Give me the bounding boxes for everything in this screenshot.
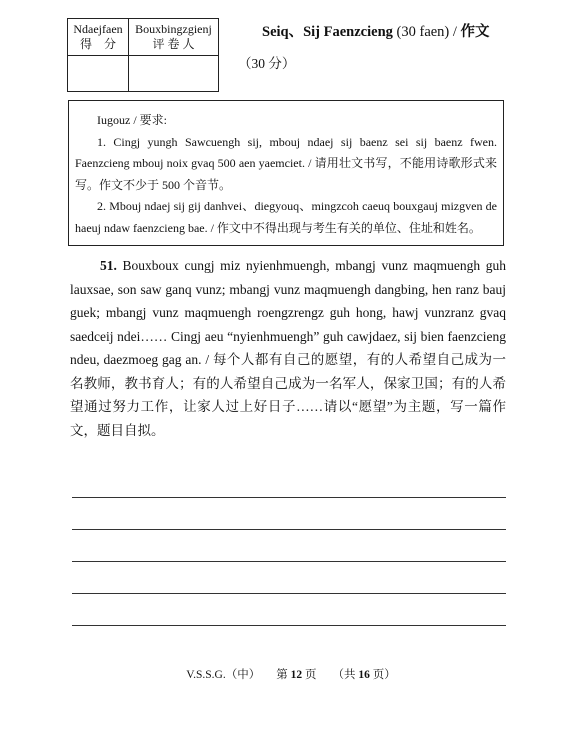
page-footer: [0, 666, 582, 682]
footer-page-prefix: 第: [276, 669, 288, 681]
footer-total-prefix: （共: [332, 669, 356, 681]
score-table: [67, 18, 219, 92]
score-header-cell: [68, 19, 129, 56]
grader-header-pinyin: Bouxbingzgienj: [135, 22, 212, 36]
question-text: Bouxboux cungj miz nyienhmuengh, mbangj vunz maqmuengh guh lauxsae, son saw ganq vunz; mbangj vunz maqmuengh dangbing, hen ranz bauj guek; mbangj vunz maqmuengh roengzrengz guh hong, hawj vunzranz gvaq saedceij ndei…… Cingj aeu “nyienhmuengh” guh cawjdaez, sij bien faenzcieng ndeu, daezmoeg gag an. / 每个人都有自己的愿望，有的人希望自己成为一名教师，教书育人；有的人希望自己成为一名军人，保家卫国；有的人希望通过努力工作，让家人过上好日子……请以“愿望”为主题，写一篇作文，题目自拟。: [70, 258, 507, 438]
footer-total-suffix: 页）: [372, 669, 396, 681]
score-header-zh: 得 分: [79, 37, 116, 51]
section-title-bold: Seiq、Sij Faenzcieng: [262, 24, 393, 40]
question-51: [70, 254, 506, 442]
writing-line[interactable]: [72, 593, 506, 594]
footer-page-suffix: 页: [304, 669, 317, 681]
footer-page: [276, 669, 316, 681]
section-title-points: (30 faen) /: [396, 24, 457, 40]
footer-page-number: 12: [290, 669, 303, 681]
writing-line[interactable]: [72, 497, 506, 498]
section-title: [262, 20, 490, 41]
score-header-pinyin: Ndaejfaen: [73, 22, 123, 36]
grader-header-cell: [129, 19, 219, 56]
grader-input-cell[interactable]: [129, 56, 219, 92]
footer-exam-code: V.S.S.G.（中）: [186, 669, 261, 681]
writing-line[interactable]: [72, 561, 506, 562]
footer-total-number: 16: [358, 669, 370, 681]
section-points-zh: （30 分）: [238, 56, 296, 71]
requirement-item-2: 2. Mbouj ndaej sij gij danhvei、diegyouq、mingzcoh caeuq bouxgauj mizgven de haeuj ndaw faenzcieng bae. / 作文中不得出现与考生有关的单位、住址和姓名。: [75, 199, 497, 235]
requirements-box: [68, 100, 504, 246]
footer-total: [332, 669, 395, 681]
question-number: 51.: [100, 258, 117, 273]
writing-line[interactable]: [72, 625, 506, 626]
grader-header-zh: 评 卷 人: [152, 37, 195, 51]
requirement-item-1: 1. Cingj yungh Sawcuengh sij, mbouj ndaej sij baenz sei sij baenz fwen. Faenzcieng mbouj noix gvaq 500 aen yaemciet. / 请用壮文书写，不能用诗歌形式来写。作文不少于 500 个音节。: [75, 134, 497, 192]
writing-line[interactable]: [72, 529, 506, 530]
score-input-cell[interactable]: [68, 56, 129, 92]
requirements-title: Iugouz / 要求:: [97, 113, 167, 127]
section-title-zh: 作文: [460, 24, 490, 40]
